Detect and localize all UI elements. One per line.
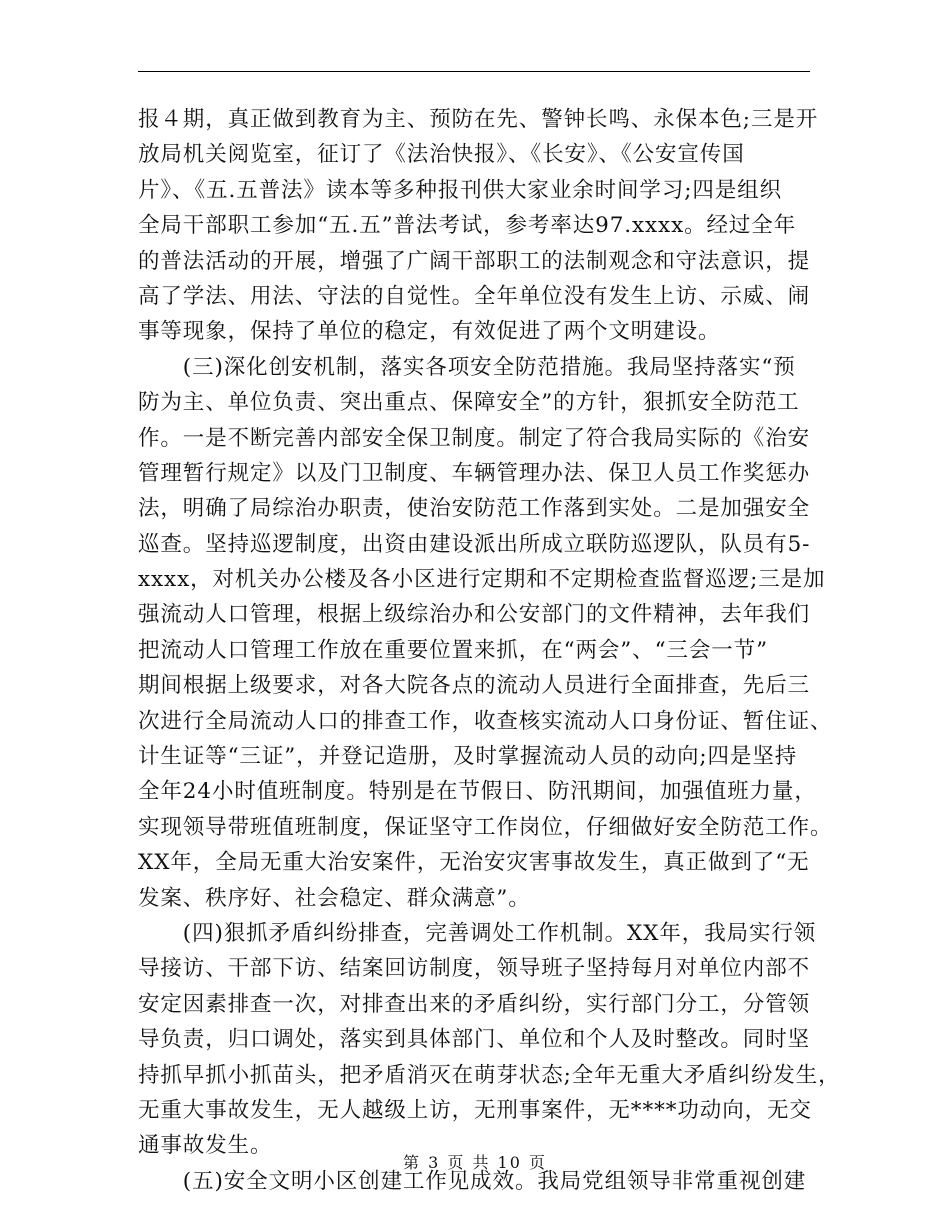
text-line: xxxx，对机关办公楼及各小区进行定期和不定期检查监督巡逻;三是加 xyxy=(138,567,826,593)
text-line: 次进行全局流动人口的排查工作，收查核实流动人口身份证、暂住证、 xyxy=(138,708,833,734)
text-line: 实现领导带班值班制度，保证坚守工作岗位，仔细做好安全防范工作。 xyxy=(138,814,833,840)
text-line: 片》、《五.五普法》读本等多种报刊供大家业余时间学习;四是组织 xyxy=(138,177,782,203)
page-number: 第 3 页 共 10 页 xyxy=(403,1153,547,1172)
text-line: 通事故发生。 xyxy=(138,1133,273,1159)
text-line: 强流动人口管理，根据上级综治办和公安部门的文件精神，去年我们 xyxy=(138,602,811,628)
header-rule xyxy=(138,71,810,72)
text-line: 持抓早抓小抓苗头，把矛盾消灭在萌芽状态;全年无重大矛盾纠纷发生， xyxy=(138,1062,841,1088)
text-line: 导负责，归口调处，落实到具体部门、单位和个人及时整改。同时坚 xyxy=(138,1027,811,1053)
text-line: XX年，全局无重大治安案件，无治安灾害事故发生，真正做到了“无 xyxy=(138,850,810,876)
text-line: 管理暂行规定》以及门卫制度、车辆管理办法、保卫人员工作奖惩办 xyxy=(138,460,811,486)
text-line: 报４期，真正做到教育为主、预防在先、警钟长鸣、永保本色;三是开 xyxy=(138,107,819,132)
text-line: 事等现象，保持了单位的稳定，有效促进了两个文明建设。 xyxy=(138,319,721,345)
text-line: 导接访、干部下访、结案回访制度，领导班子坚持每月对单位内部不 xyxy=(138,956,811,982)
text-line: 全局干部职工参加“五.五”普法考试，参考率达97.xxxx。经过全年 xyxy=(138,213,797,239)
section-heading-line: (四)狠抓矛盾纠纷排查，完善调处工作机制。XX年，我局实行领 xyxy=(138,920,817,946)
text-line: 全年24小时值班制度。特别是在节假日、防汛期间，加强值班力量， xyxy=(138,779,817,805)
text-line: 的普法活动的开展，增强了广阔干部职工的法制观念和守法意识，提 xyxy=(138,248,811,274)
section-heading-line: (五)安全文明小区创建工作见成效。我局党组领导非常重视创建 xyxy=(138,1168,807,1194)
text-line: 安定因素排查一次，对排查出来的矛盾纠纷，实行部门分工，分管领 xyxy=(138,991,811,1017)
text-line: 防为主、单位负责、突出重点、保障安全”的方针，狠抓安全防范工 xyxy=(138,390,800,416)
text-line: 巡查。坚持巡逻制度，出资由建设派出所成立联防巡逻队，队员有5- xyxy=(138,531,811,557)
text-line: 期间根据上级要求，对各大院各点的流动人员进行全面排查，先后三 xyxy=(138,673,811,699)
text-line: 法，明确了局综治办职责，使治安防范工作落到实处。二是加强安全 xyxy=(138,496,811,522)
text-line: 放局机关阅览室，征订了《法治快报》、《长安》、《公安宣传国 xyxy=(138,142,745,168)
text-line: 高了学法、用法、守法的自觉性。全年单位没有发生上访、示威、闹 xyxy=(138,283,811,309)
section-heading-line: (三)深化创安机制，落实各项安全防范措施。我局坚持落实“预 xyxy=(138,354,796,380)
text-line: 把流动人口管理工作放在重要位置来抓，在“两会”、“三会一节” xyxy=(138,637,768,663)
text-line: 计生证等“三证”，并登记造册，及时掌握流动人员的动向;四是坚持 xyxy=(138,744,798,770)
document-body xyxy=(138,102,841,1199)
text-line: 无重大事故发生，无人越级上访，无刑事案件，无****功动向，无交 xyxy=(138,1097,812,1123)
text-line: 作。一是不断完善内部安全保卫制度。制定了符合我局实际的《治安 xyxy=(138,425,811,451)
text-line: 发案、秩序好、社会稳定、群众满意”。 xyxy=(138,885,531,911)
